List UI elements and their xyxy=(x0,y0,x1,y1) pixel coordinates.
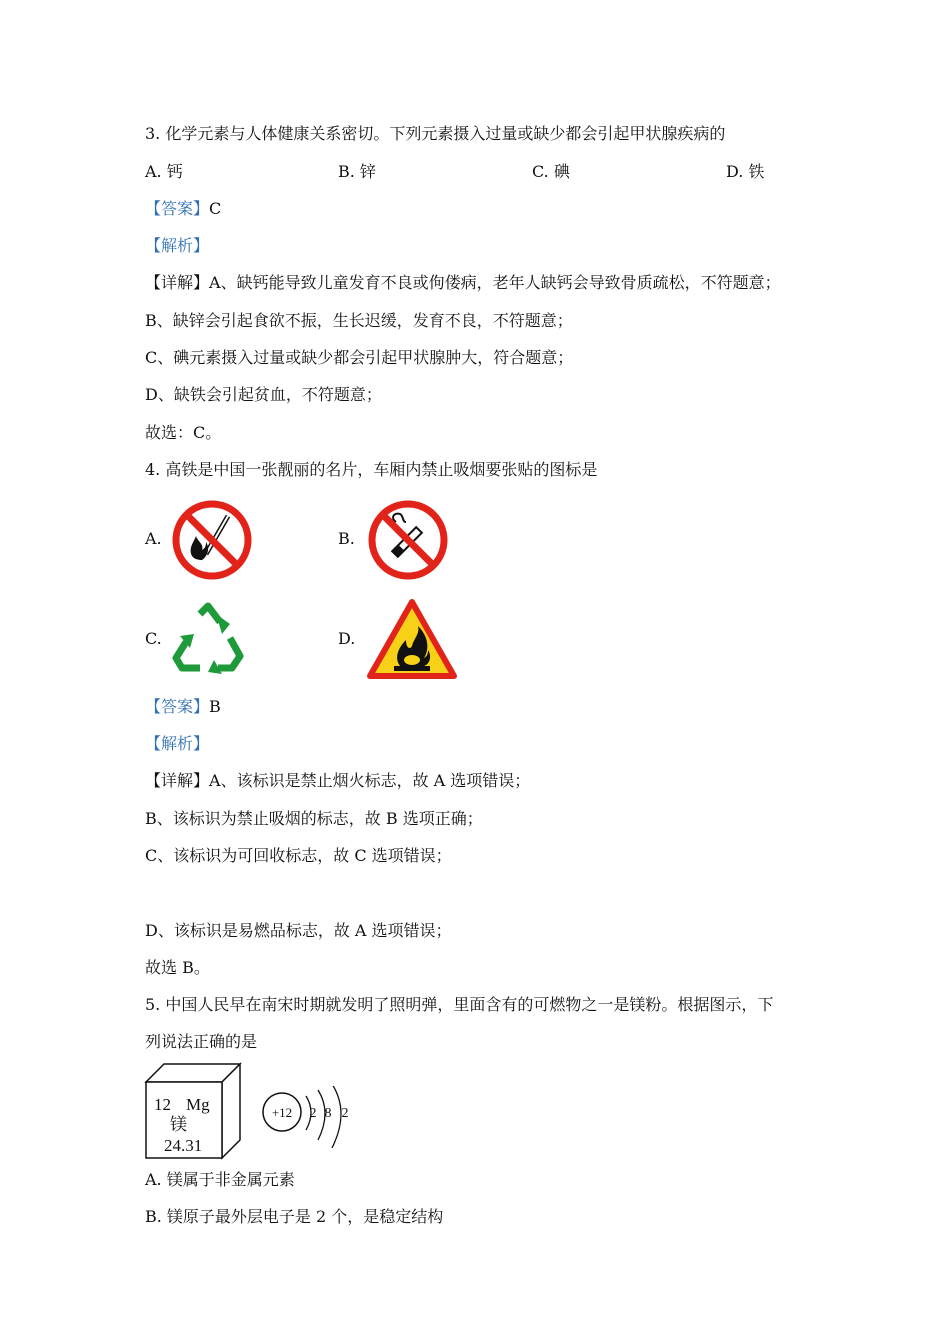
answer-value: B xyxy=(209,697,221,716)
nucleus-charge: +12 xyxy=(271,1105,293,1120)
q3-option-b: B. 锌 xyxy=(338,162,376,181)
q4-analysis-tag: 【解析】 xyxy=(145,734,210,753)
q4-detail-1 xyxy=(145,771,530,791)
q3-stem: 3. 化学元素与人体健康关系密切。下列元素摄入过量或缺少都会引起甲状腺疾病的 xyxy=(145,124,726,143)
q4-detail-2: B、该标识为禁止吸烟的标志，故 B 选项正确； xyxy=(145,809,483,828)
atomic-mass: 24.31 xyxy=(164,1136,203,1155)
q5-option-a: A. 镁属于非金属元素 xyxy=(145,1170,295,1189)
q4-option-b-label: B. xyxy=(338,529,355,548)
recycle-icon xyxy=(170,600,252,676)
q4-option-d-label: D. xyxy=(338,629,356,648)
answer-tag: 【答案】 xyxy=(145,697,210,716)
atomic-number: 12 xyxy=(154,1095,171,1114)
element-symbol: Mg xyxy=(186,1095,210,1114)
q4-stem: 4. 高铁是中国一张靓丽的名片，车厢内禁止吸烟要张贴的图标是 xyxy=(145,460,598,479)
q5-option-b: B. 镁原子最外层电子是 2 个，是稳定结构 xyxy=(145,1207,444,1226)
q4-option-c-label: C. xyxy=(145,629,162,648)
q3-detail-3: C、碘元素摄入过量或缺少都会引起甲状腺肿大，符合题意； xyxy=(145,348,574,367)
detail-text: A、缺钙能导致儿童发育不良或佝偻病，老年人缺钙会导致骨质疏松，不符题意； xyxy=(209,273,781,292)
flammable-warning-icon xyxy=(366,596,458,682)
q3-option-a: A. 钙 xyxy=(145,162,183,181)
q4-detail-4: D、该标识是易燃品标志，故 A 选项错误； xyxy=(145,921,452,940)
element-name: 镁 xyxy=(170,1115,187,1135)
q4-answer xyxy=(145,697,221,717)
q3-analysis-tag: 【解析】 xyxy=(145,236,210,255)
q3-detail-1 xyxy=(145,273,781,293)
q3-detail-4: D、缺铁会引起贫血，不符题意； xyxy=(145,385,382,404)
q3-answer xyxy=(145,199,221,219)
atom-structure-diagram xyxy=(258,1086,358,1154)
shell-1: 2 xyxy=(309,1106,317,1121)
q5-stem-line2: 列说法正确的是 xyxy=(145,1032,258,1051)
shell-2: 8 xyxy=(324,1106,332,1121)
no-fire-icon xyxy=(170,498,254,582)
q5-stem-line1: 5. 中国人民早在南宋时期就发明了照明弹，里面含有的可燃物之一是镁粉。根据图示，下 xyxy=(145,995,774,1014)
q3-detail-5: 故选：C。 xyxy=(145,423,222,442)
q3-option-d: D. 铁 xyxy=(726,162,765,181)
q4-detail-5: 故选 B。 xyxy=(145,958,210,977)
q4-detail-3: C、该标识为可回收标志，故 C 选项错误； xyxy=(145,846,452,865)
answer-value: C xyxy=(209,199,222,218)
no-smoking-icon xyxy=(366,498,450,582)
q3-option-c: C. 碘 xyxy=(532,162,570,181)
detail-tag: 【详解】 xyxy=(145,273,210,292)
q4-option-a-label: A. xyxy=(145,529,162,548)
detail-text: A、该标识是禁止烟火标志，故 A 选项错误； xyxy=(209,771,531,790)
q3-detail-2: B、缺锌会引起食欲不振，生长迟缓，发育不良，不符题意； xyxy=(145,311,573,330)
periodic-cell-diagram xyxy=(144,1062,242,1160)
detail-tag: 【详解】 xyxy=(145,771,210,790)
shell-3: 2 xyxy=(341,1106,349,1121)
answer-tag: 【答案】 xyxy=(145,199,210,218)
